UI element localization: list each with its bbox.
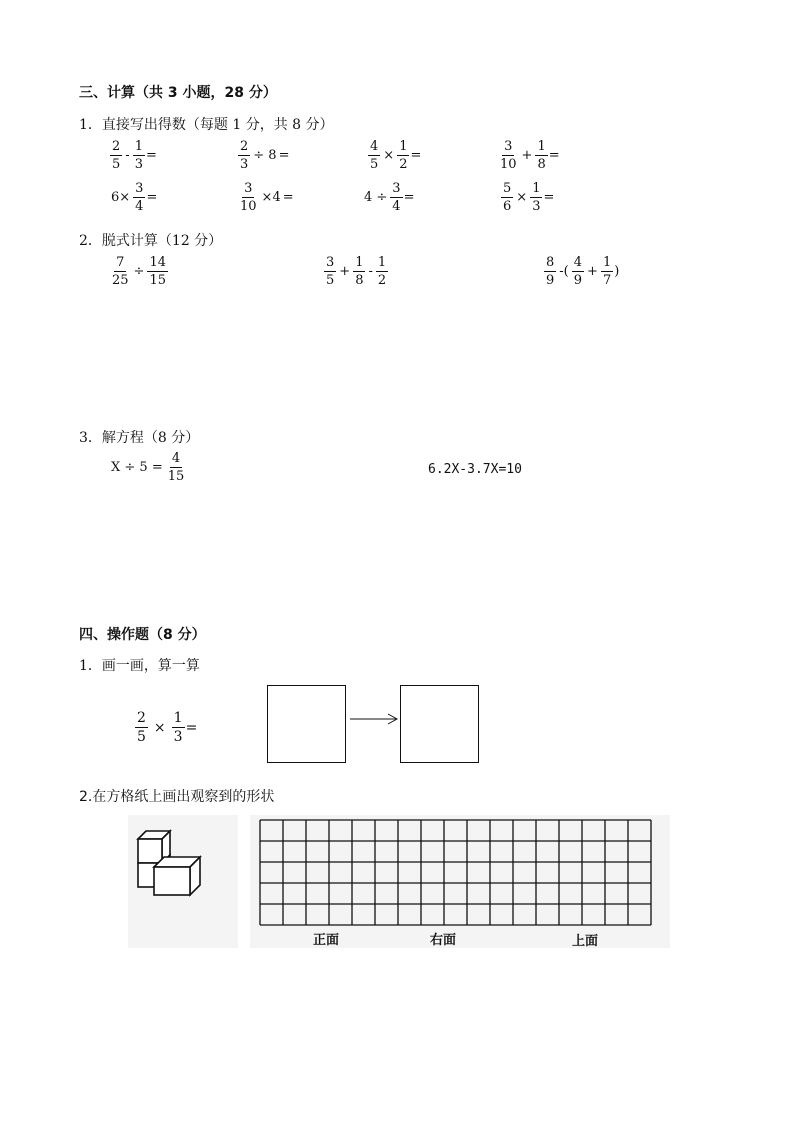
q1-item-2: $\frac{2}{3}$ ÷ 8 = [240, 139, 290, 172]
q3-equation-1: X ÷ 5 = $\frac{4}{15}$ [111, 451, 185, 484]
drawing-box-right[interactable] [400, 685, 479, 763]
q1-item-7: 4 ÷ $\frac{3}{4}$ = [364, 181, 415, 214]
grid-paper[interactable] [258, 818, 654, 926]
cube-stack-figure [132, 825, 204, 897]
q3-equation-2: 6.2X-3.7X=10 [428, 462, 522, 477]
view-label-top: 上面 [572, 934, 599, 949]
q1-item-4: $\frac{3}{10}$ + $\frac{1}{8}$ = [500, 139, 560, 172]
op-q1-label: 1．画一画，算一算 [79, 658, 200, 674]
q1-item-3: $\frac{4}{5}$ × $\frac{1}{2}$ = [370, 139, 422, 172]
view-label-right: 右面 [430, 933, 457, 948]
op-q2-label: 2.在方格纸上画出观察到的形状 [79, 789, 275, 805]
q3-label: 3．解方程（8 分） [79, 430, 200, 446]
section4-title: 四、操作题（8 分） [79, 627, 206, 643]
q2-expr-3: $\frac{8}{9}$ -( $\frac{4}{9}$ + $\frac{1}{7}$ ) [546, 255, 620, 288]
arrow-icon [348, 712, 400, 726]
q1-item-8: $\frac{5}{6}$ × $\frac{1}{3}$ = [503, 181, 555, 214]
drawing-box-left[interactable] [267, 685, 346, 763]
q1-item-5: 6× $\frac{3}{4}$ = [111, 181, 158, 214]
q2-expr-2: $\frac{3}{5}$ + $\frac{1}{8}$ - $\frac{1}{2}$ [326, 255, 387, 288]
q1-item-6: $\frac{3}{10}$ ×4 = [240, 181, 294, 214]
q2-label: 2．脱式计算（12 分） [79, 233, 223, 249]
q1-item-1: $\frac{2}{5}$ - $\frac{1}{3}$ = [112, 139, 157, 172]
q1-label: 1．直接写出得数（每题 1 分，共 8 分） [79, 117, 334, 133]
section3-title: 三、计算（共 3 小题，28 分） [79, 85, 277, 101]
q2-expr-1: $\frac{7}{25}$ ÷ $\frac{14}{15}$ [112, 255, 166, 288]
op-q1-expression: $\frac{2}{5}$ × $\frac{1}{3}$ = [137, 710, 198, 745]
view-label-front: 正面 [313, 933, 340, 948]
